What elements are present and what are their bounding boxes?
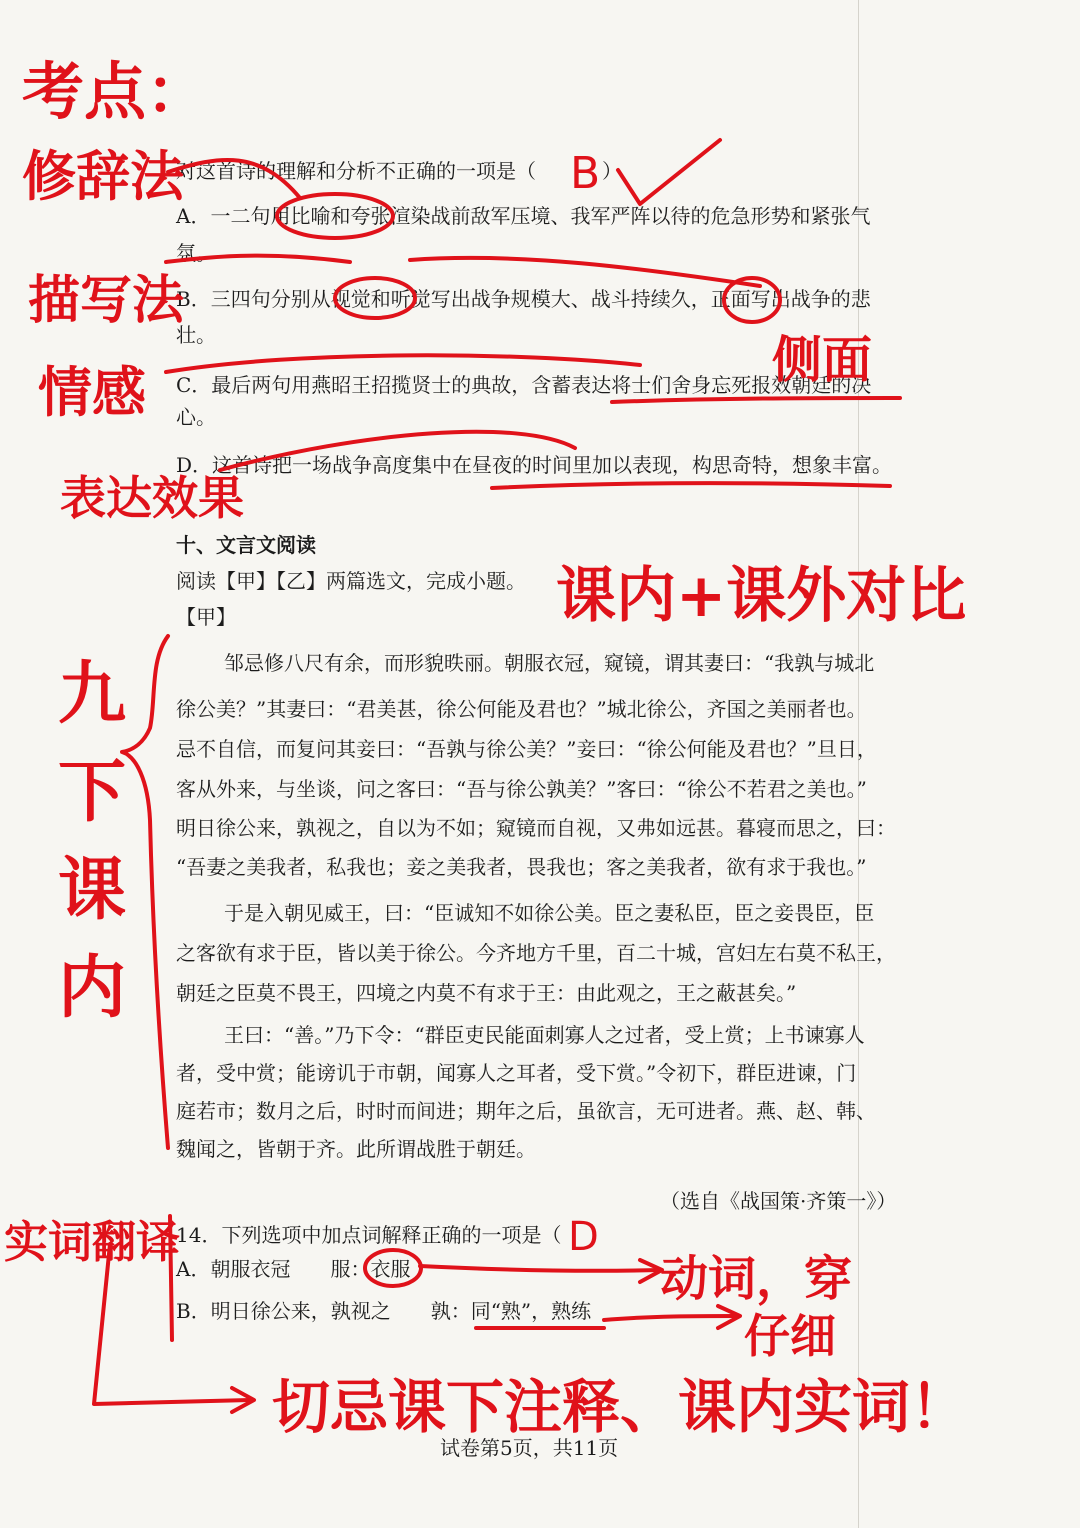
- q14-stem: 14．下列选项中加点词解释正确的一项是（: [176, 1223, 562, 1247]
- arrow-qinggan: [166, 355, 640, 372]
- arrow-dongci: [420, 1266, 660, 1271]
- q13-option-b-cont: 壮。: [176, 323, 216, 347]
- annotation-miaoxiefa: 描写法: [28, 271, 185, 331]
- passage-line: 明日徐公来，孰视之，自以为不如；窥镜而自视，又弗如远甚。暮寝而思之，曰：: [176, 816, 896, 840]
- annotation-biaoda: 表达效果: [60, 471, 244, 525]
- arrow-zixi: [604, 1316, 736, 1320]
- passage-jia-label: 【甲】: [176, 605, 236, 629]
- q14-option-a: A．朝服衣冠 服：衣服: [176, 1257, 411, 1281]
- underline-d: [492, 483, 890, 488]
- passage-line: 徐公美？”其妻曰：“君美甚，徐公何能及君也？”城北徐公，齐国之美丽者也。: [176, 697, 867, 721]
- q13-answer-handwritten: B: [570, 148, 601, 199]
- annotation-cemian: 侧面: [772, 331, 872, 389]
- passage-line: 魏闻之，皆朝于齐。此所谓战胜于朝廷。: [176, 1137, 536, 1161]
- passage-line: 邹忌修八尺有余，而形貌昳丽。朝服衣冠，窥镜，谓其妻曰：“我孰与城北: [224, 651, 875, 675]
- passage-line: 朝廷之臣莫不畏王，四境之内莫不有求于王：由此观之，王之蔽甚矣。”: [176, 981, 797, 1005]
- passage-line: 者，受中赏；能谤讥于市朝，闻寡人之耳者，受下赏。”令初下，群臣进谏，门: [176, 1061, 857, 1085]
- q13-option-a-cont: 氛。: [176, 241, 216, 265]
- q13-stem-close: ）: [602, 159, 622, 183]
- annotation-qieji: 切忌课下注释、课内实词！: [272, 1373, 969, 1441]
- q13-option-b: B．三四句分别从视觉和听觉写出战争规模大、战斗持续久，正面写出战争的悲: [176, 287, 871, 311]
- annotation-jiuxia-kenei: 九下课内: [58, 655, 127, 1028]
- annotation-shici-fanyi: 实词翻译: [4, 1217, 180, 1268]
- brace-passage: [122, 636, 168, 1148]
- annotation-dongci-chuan: 动词，穿: [660, 1251, 853, 1307]
- q13-option-d: D．这首诗把一场战争高度集中在昼夜的时间里加以表现，构思奇特，想象丰富。: [176, 453, 893, 477]
- paper-edge: [858, 0, 859, 1528]
- annotation-kaodian: 考点：: [22, 55, 209, 128]
- passage-line: “吾妻之美我者，私我也；妾之美我者，畏我也；客之美我者，欲有求于我也。”: [176, 855, 867, 879]
- section-title: 十、文言文阅读: [176, 533, 316, 557]
- section-instruction: 阅读【甲】【乙】两篇选文，完成小题。: [176, 569, 526, 593]
- passage-line: 王曰：“善。”乃下令：“群臣吏民能面刺寡人之过者，受上赏；上书谏寡人: [224, 1023, 865, 1047]
- check-mark-icon: [618, 140, 720, 204]
- passage-line: 庭若市；数月之后，时时而间进；期年之后，虽欲言，无可进者。燕、赵、韩、: [176, 1099, 876, 1123]
- arrow-miaoxiefa-long: [410, 258, 760, 286]
- passage-line: 忌不自信，而复问其妾曰：“吾孰与徐公美？”妾曰：“徐公何能及君也？”旦日，: [176, 737, 877, 761]
- q13-stem: 对这首诗的理解和分析不正确的一项是（: [176, 159, 536, 183]
- q13-option-a: A．一二句用比喻和夸张渲染战前敌军压境、我军严阵以待的危急形势和紧张气: [176, 204, 871, 228]
- passage-line: 于是入朝见威王，曰：“臣诚知不如徐公美。臣之妻私臣，臣之妾畏臣，臣: [224, 901, 875, 925]
- passage-line: 之客欲有求于臣，皆以美于徐公。今齐地方千里，百二十城，宫妇左右莫不私王，: [176, 941, 896, 965]
- q14-option-b: B．明日徐公来，孰视之 孰：同“熟”，熟练: [176, 1299, 592, 1323]
- annotation-qinggan: 情感: [38, 361, 146, 424]
- arrow-head-zixi: [718, 1306, 740, 1328]
- q13-option-c: C．最后两句用燕昭王招揽贤士的典故，含蓄表达将士们舍身忘死报效朝廷的决: [176, 373, 872, 397]
- q13-option-c-cont: 心。: [176, 405, 216, 429]
- q14-answer-handwritten: D: [568, 1214, 599, 1260]
- annotation-xiucifa: 修辞法: [22, 145, 184, 208]
- underline-c: [612, 398, 900, 402]
- arrow-head-qieji: [232, 1388, 254, 1412]
- annotation-kenei-kewai: 课内+课外对比: [556, 561, 967, 631]
- arrow-head-dongci: [640, 1260, 662, 1282]
- annotation-zixi: 仔细: [744, 1309, 836, 1363]
- passage-line: 客从外来，与坐谈，问之客曰：“吾与徐公孰美？”客曰：“徐公不若君之美也。”: [176, 777, 867, 801]
- passage-source: （选自《战国策·齐策一》）: [660, 1189, 897, 1213]
- page-footer: 试卷第5页，共11页: [440, 1436, 619, 1460]
